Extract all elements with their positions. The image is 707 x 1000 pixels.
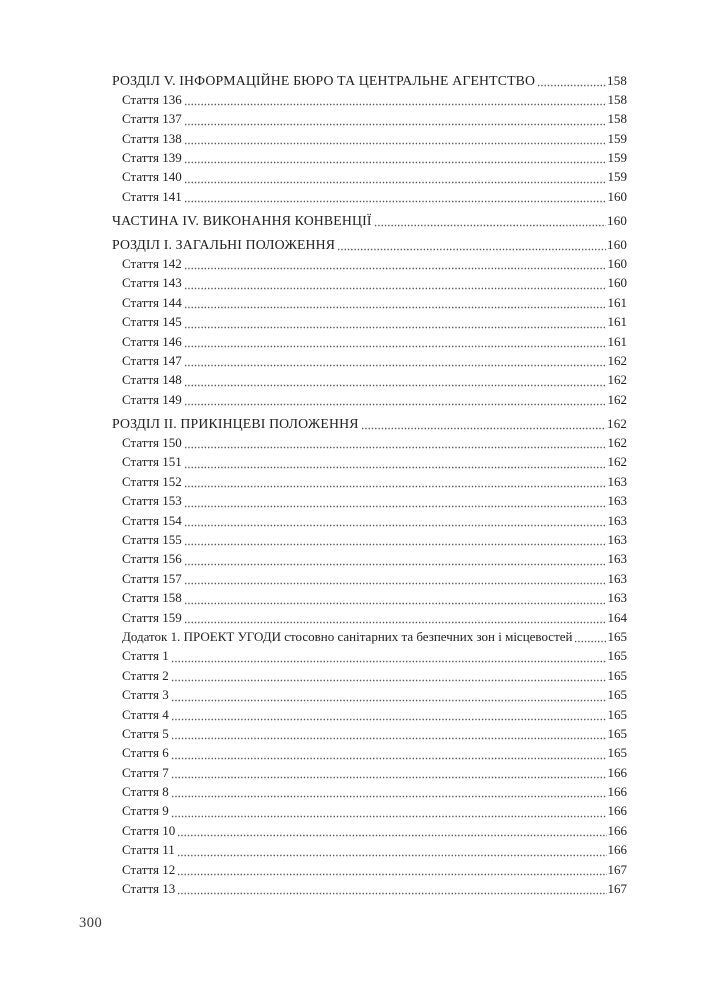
dot-leader bbox=[171, 737, 607, 740]
dot-leader bbox=[171, 757, 607, 760]
toc-entry-label: Стаття 6 bbox=[122, 745, 169, 761]
toc-entry-label: Стаття 150 bbox=[122, 435, 182, 451]
toc-entry[interactable] bbox=[112, 71, 627, 90]
dot-leader bbox=[171, 776, 607, 779]
dot-leader bbox=[184, 123, 607, 126]
toc-entry-label: Стаття 138 bbox=[122, 130, 182, 146]
toc-entry-page: 160 bbox=[607, 188, 627, 204]
toc-entry-label: Стаття 140 bbox=[122, 169, 182, 185]
toc-entry[interactable] bbox=[112, 187, 627, 206]
toc-entry-page: 162 bbox=[607, 372, 627, 388]
toc-entry[interactable] bbox=[112, 332, 627, 351]
dot-leader bbox=[184, 621, 607, 624]
toc-entry-label: Стаття 152 bbox=[122, 473, 182, 489]
dot-leader bbox=[184, 602, 607, 605]
toc-entry-page: 165 bbox=[607, 628, 627, 644]
toc-entry[interactable] bbox=[112, 840, 627, 859]
toc-entry[interactable] bbox=[112, 254, 627, 273]
toc-entry-page: 158 bbox=[607, 111, 627, 127]
toc-entry[interactable] bbox=[112, 705, 627, 724]
toc-entry[interactable] bbox=[112, 879, 627, 898]
toc-entry[interactable] bbox=[112, 167, 627, 186]
toc-entry-label: Стаття 153 bbox=[122, 493, 182, 509]
toc-entry[interactable] bbox=[112, 491, 627, 510]
toc-entry[interactable] bbox=[112, 511, 627, 530]
toc-entry-label: Стаття 136 bbox=[122, 91, 182, 107]
toc-entry-page: 159 bbox=[607, 150, 627, 166]
toc-entry[interactable] bbox=[112, 608, 627, 627]
toc-entry[interactable] bbox=[112, 293, 627, 312]
dot-leader bbox=[184, 384, 607, 387]
toc-entry-page: 166 bbox=[607, 803, 627, 819]
toc-entry-label: Стаття 5 bbox=[122, 725, 169, 741]
dot-leader bbox=[184, 181, 607, 184]
dot-leader bbox=[184, 543, 607, 546]
toc-entry-label: Стаття 155 bbox=[122, 531, 182, 547]
toc-entry-page: 163 bbox=[607, 590, 627, 606]
toc-entry-page: 166 bbox=[607, 822, 627, 838]
dot-leader bbox=[184, 403, 607, 406]
dot-leader bbox=[184, 466, 607, 469]
toc-entry-page: 165 bbox=[607, 745, 627, 761]
toc-entry-label: Стаття 145 bbox=[122, 314, 182, 330]
toc-entry[interactable] bbox=[112, 370, 627, 389]
toc-entry[interactable] bbox=[112, 390, 627, 409]
toc-entry-page: 161 bbox=[607, 314, 627, 330]
toc-entry-label: Стаття 8 bbox=[122, 784, 169, 800]
toc-entry-page: 163 bbox=[607, 512, 627, 528]
toc-entry-label: Стаття 157 bbox=[122, 570, 182, 586]
dot-leader bbox=[374, 224, 606, 227]
toc-entry-label: Стаття 1 bbox=[122, 648, 169, 664]
dot-leader bbox=[171, 699, 607, 702]
toc-entry-page: 165 bbox=[607, 687, 627, 703]
dot-leader bbox=[184, 200, 607, 203]
toc-entry-page: 162 bbox=[607, 352, 627, 368]
toc-entry-label: ЧАСТИНА IV. ВИКОНАННЯ КОНВЕНЦІЇ bbox=[112, 212, 372, 228]
dot-leader bbox=[171, 795, 607, 798]
toc-entry-label: РОЗДІЛ V. ІНФОРМАЦІЙНЕ БЮРО ТА ЦЕНТРАЛЬНЕ АГЕНТСТВО bbox=[112, 72, 536, 88]
toc-entry[interactable] bbox=[112, 743, 627, 762]
toc-entry-label: Стаття 158 bbox=[122, 590, 182, 606]
toc-entry[interactable] bbox=[112, 569, 627, 588]
toc-entry-page: 165 bbox=[607, 667, 627, 683]
toc-entry[interactable] bbox=[112, 235, 627, 254]
toc-entry-page: 165 bbox=[607, 648, 627, 664]
dot-leader bbox=[171, 679, 607, 682]
toc-entry-page: 160 bbox=[607, 236, 627, 252]
toc-entry[interactable] bbox=[112, 109, 627, 128]
toc-entry-label: Стаття 141 bbox=[122, 188, 182, 204]
toc-entry[interactable] bbox=[112, 685, 627, 704]
toc-entry-label: Стаття 148 bbox=[122, 372, 182, 388]
toc-entry[interactable] bbox=[112, 452, 627, 471]
toc-entry-label: Стаття 7 bbox=[122, 764, 169, 780]
dot-leader bbox=[184, 505, 607, 508]
dot-leader bbox=[574, 640, 606, 643]
toc-entry-page: 159 bbox=[607, 130, 627, 146]
toc-entry-label: Стаття 144 bbox=[122, 294, 182, 310]
toc-entry-page: 163 bbox=[607, 570, 627, 586]
toc-entry[interactable] bbox=[112, 129, 627, 148]
toc-entry-label: Стаття 10 bbox=[122, 822, 176, 838]
toc-entry-label: Стаття 146 bbox=[122, 333, 182, 349]
toc-entry[interactable] bbox=[112, 666, 627, 685]
toc-entry[interactable] bbox=[112, 472, 627, 491]
toc-entry-page: 160 bbox=[607, 212, 627, 228]
toc-entry[interactable] bbox=[112, 211, 627, 230]
dot-leader bbox=[184, 161, 607, 164]
toc-entry[interactable] bbox=[112, 414, 627, 433]
dot-leader bbox=[171, 660, 607, 663]
dot-leader bbox=[177, 834, 606, 837]
toc-entry[interactable] bbox=[112, 801, 627, 820]
dot-leader bbox=[184, 364, 607, 367]
toc-entry-page: 162 bbox=[607, 415, 627, 431]
toc-entry-page: 163 bbox=[607, 531, 627, 547]
dot-leader bbox=[184, 485, 607, 488]
toc-entry-page: 159 bbox=[607, 169, 627, 185]
toc-entry-page: 163 bbox=[607, 493, 627, 509]
dot-leader bbox=[184, 267, 607, 270]
dot-leader bbox=[177, 892, 606, 895]
dot-leader bbox=[184, 563, 607, 566]
toc-entry-label: Стаття 139 bbox=[122, 150, 182, 166]
toc-entry-page: 166 bbox=[607, 842, 627, 858]
toc-entry-label: Стаття 4 bbox=[122, 706, 169, 722]
toc-entry-label: Стаття 142 bbox=[122, 256, 182, 272]
toc-entry-label: Стаття 137 bbox=[122, 111, 182, 127]
dot-leader bbox=[171, 815, 607, 818]
dot-leader bbox=[361, 427, 606, 430]
toc-entry[interactable] bbox=[112, 860, 627, 879]
toc-entry-label: РОЗДІЛ I. ЗАГАЛЬНІ ПОЛОЖЕННЯ bbox=[112, 236, 336, 252]
dot-leader bbox=[184, 142, 607, 145]
toc-entry-page: 160 bbox=[607, 256, 627, 272]
toc-entry-label: Стаття 147 bbox=[122, 352, 182, 368]
dot-leader bbox=[184, 345, 607, 348]
toc-entry-label: РОЗДІЛ II. ПРИКІНЦЕВІ ПОЛОЖЕННЯ bbox=[112, 415, 359, 431]
toc-entry-label: Стаття 151 bbox=[122, 454, 182, 470]
toc-entry-page: 160 bbox=[607, 275, 627, 291]
toc-entry[interactable] bbox=[112, 549, 627, 568]
table-of-contents bbox=[112, 66, 627, 898]
toc-entry-page: 158 bbox=[607, 72, 627, 88]
dot-leader bbox=[184, 326, 607, 329]
dot-leader bbox=[184, 306, 607, 309]
toc-entry-label: Стаття 9 bbox=[122, 803, 169, 819]
dot-leader bbox=[171, 718, 607, 721]
toc-entry[interactable] bbox=[112, 724, 627, 743]
toc-entry-page: 166 bbox=[607, 764, 627, 780]
dot-leader bbox=[177, 873, 606, 876]
toc-entry-label: Додаток 1. ПРОЕКТ УГОДИ стосовно санітарних та безпечних зон і місцевостей bbox=[122, 628, 573, 644]
dot-leader bbox=[184, 446, 607, 449]
toc-entry-page: 165 bbox=[607, 725, 627, 741]
toc-entry-label: Стаття 11 bbox=[122, 842, 175, 858]
toc-entry-label: Стаття 13 bbox=[122, 881, 176, 897]
toc-entry-page: 162 bbox=[607, 435, 627, 451]
toc-entry-page: 161 bbox=[607, 294, 627, 310]
toc-entry[interactable] bbox=[112, 351, 627, 370]
toc-entry-label: Стаття 159 bbox=[122, 609, 182, 625]
toc-entry[interactable] bbox=[112, 627, 627, 646]
toc-entry[interactable] bbox=[112, 273, 627, 292]
page-number: 300 bbox=[79, 915, 103, 931]
toc-entry[interactable] bbox=[112, 148, 627, 167]
toc-entry-page: 161 bbox=[607, 333, 627, 349]
dot-leader bbox=[184, 103, 607, 106]
toc-entry-label: Стаття 12 bbox=[122, 861, 176, 877]
toc-entry[interactable] bbox=[112, 646, 627, 665]
toc-entry-page: 162 bbox=[607, 454, 627, 470]
toc-entry[interactable] bbox=[112, 312, 627, 331]
toc-entry-label: Стаття 154 bbox=[122, 512, 182, 528]
toc-entry[interactable] bbox=[112, 821, 627, 840]
toc-entry-page: 167 bbox=[607, 861, 627, 877]
toc-entry-page: 164 bbox=[607, 609, 627, 625]
toc-entry-page: 166 bbox=[607, 784, 627, 800]
dot-leader bbox=[184, 287, 607, 290]
toc-entry-page: 163 bbox=[607, 473, 627, 489]
dot-leader bbox=[184, 582, 607, 585]
dot-leader bbox=[337, 248, 606, 251]
toc-entry[interactable] bbox=[112, 782, 627, 801]
toc-entry-page: 162 bbox=[607, 391, 627, 407]
toc-entry[interactable] bbox=[112, 588, 627, 607]
toc-entry-label: Стаття 3 bbox=[122, 687, 169, 703]
toc-entry-label: Стаття 2 bbox=[122, 667, 169, 683]
dot-leader bbox=[537, 84, 606, 87]
toc-entry[interactable] bbox=[112, 433, 627, 452]
toc-entry-label: Стаття 156 bbox=[122, 551, 182, 567]
dot-leader bbox=[177, 854, 607, 857]
toc-entry-page: 167 bbox=[607, 881, 627, 897]
toc-entry[interactable] bbox=[112, 530, 627, 549]
dot-leader bbox=[184, 524, 607, 527]
toc-entry[interactable] bbox=[112, 90, 627, 109]
toc-entry-page: 163 bbox=[607, 551, 627, 567]
toc-entry-label: Стаття 149 bbox=[122, 391, 182, 407]
toc-entry-page: 158 bbox=[607, 91, 627, 107]
toc-entry-label: Стаття 143 bbox=[122, 275, 182, 291]
toc-entry-page: 165 bbox=[607, 706, 627, 722]
toc-entry[interactable] bbox=[112, 763, 627, 782]
